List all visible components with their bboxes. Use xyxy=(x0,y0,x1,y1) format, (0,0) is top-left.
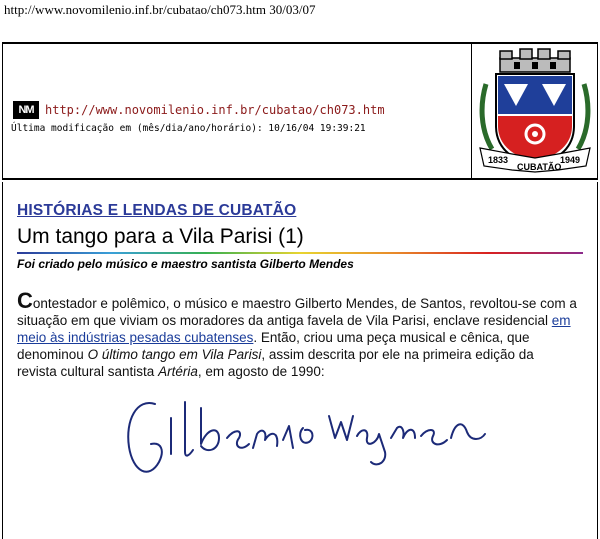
article-subtitle: Foi criado pelo músico e maestro santista Gilberto Mendes xyxy=(17,257,354,271)
industries-link[interactable]: em meio às indústrias pesadas cubatenses xyxy=(17,313,571,345)
crest-year-left: 1833 xyxy=(488,155,509,165)
title-divider xyxy=(17,252,583,254)
article-paragraph xyxy=(17,288,577,380)
mural-crown-icon xyxy=(500,49,570,72)
paragraph-text-1: ontestador e polêmico, o músico e maestro Gilberto Mendes, de Santos, revoltou-se com a situação em que viviam os moradores da antiga favela de Vila Parisi, enclave residencial xyxy=(17,296,577,328)
crest-year-right: 1949 xyxy=(560,155,581,165)
article-container xyxy=(2,182,598,539)
cubatao-crest xyxy=(472,44,598,178)
coat-of-arms-icon xyxy=(472,44,598,178)
site-header xyxy=(2,42,598,180)
print-header-url: http://www.novomilenio.inf.br/cubatao/ch073.htm xyxy=(4,2,267,17)
site-header-info xyxy=(2,44,472,178)
article-title: Um tango para a Vila Parisi (1) xyxy=(17,225,304,248)
site-url-row xyxy=(13,101,385,119)
magazine-name: Artéria xyxy=(158,364,198,379)
crest-city-name: CUBATÃO xyxy=(517,162,562,172)
paragraph-text-3: , assim descrita por ele na primeira edição da revista cultural santista xyxy=(17,347,534,379)
print-header xyxy=(4,2,316,18)
drop-cap: C xyxy=(17,288,33,313)
work-title: O último tango em Vila Parisi xyxy=(87,347,262,362)
novo-milenio-logo-icon[interactable]: NM xyxy=(13,101,39,119)
last-modified-label: Última modificação em (mês/dia/ano/horário): xyxy=(11,123,263,134)
handwritten-signature xyxy=(115,392,515,487)
section-title-link[interactable]: HISTÓRIAS E LENDAS DE CUBATÃO xyxy=(17,202,297,219)
site-url-link[interactable]: http://www.novomilenio.inf.br/cubatao/ch073.htm xyxy=(45,103,385,117)
paragraph-text-2: . Então, criou uma peça musical e cênica, que denominou xyxy=(17,330,530,362)
print-header-date: 30/03/07 xyxy=(269,2,316,17)
last-modified-value: 10/16/04 19:39:21 xyxy=(268,123,366,134)
paragraph-text-4: , em agosto de 1990: xyxy=(197,364,325,379)
last-modified xyxy=(11,123,366,134)
